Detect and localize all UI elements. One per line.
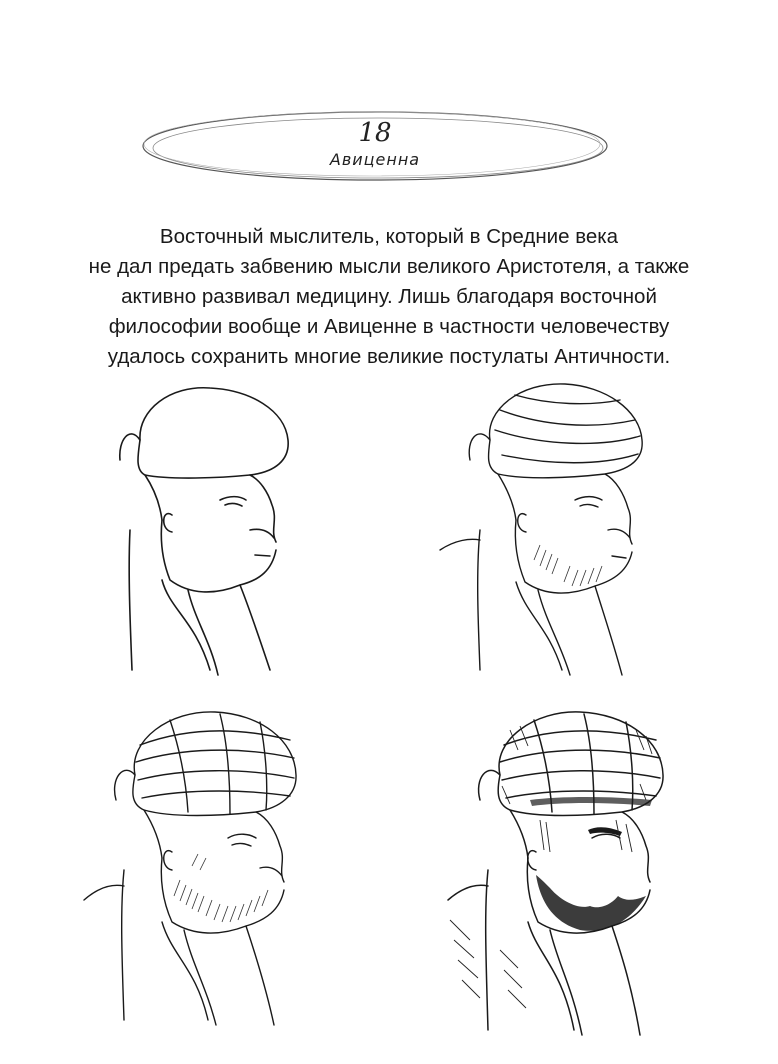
intro-line: активно развивал медицину. Лишь благодаря восточной (121, 285, 657, 308)
chapter-header (140, 108, 610, 188)
intro-text (60, 222, 718, 372)
chapter-title: Авиценна (329, 150, 421, 169)
portrait-final-icon (440, 700, 690, 1040)
drawing-step-3 (80, 700, 320, 1030)
drawing-step-4 (440, 700, 690, 1040)
intro-line: Восточный мыслитель, который в Средние века (159, 225, 619, 248)
drawing-step-1 (100, 380, 320, 680)
drawing-step-2 (430, 370, 670, 680)
intro-line: философии вообще и Авиценне в частности человечеству (108, 315, 670, 338)
chapter-number: 18 (358, 118, 392, 148)
intro-line: удалось сохранить многие великие постулаты Античности. (107, 345, 671, 368)
portrait-shaded-icon (80, 700, 320, 1030)
portrait-sketch-icon (430, 370, 670, 680)
portrait-outline-icon (100, 380, 320, 680)
intro-line: не дал предать забвению мысли великого Аристотеля, а также (88, 255, 690, 278)
